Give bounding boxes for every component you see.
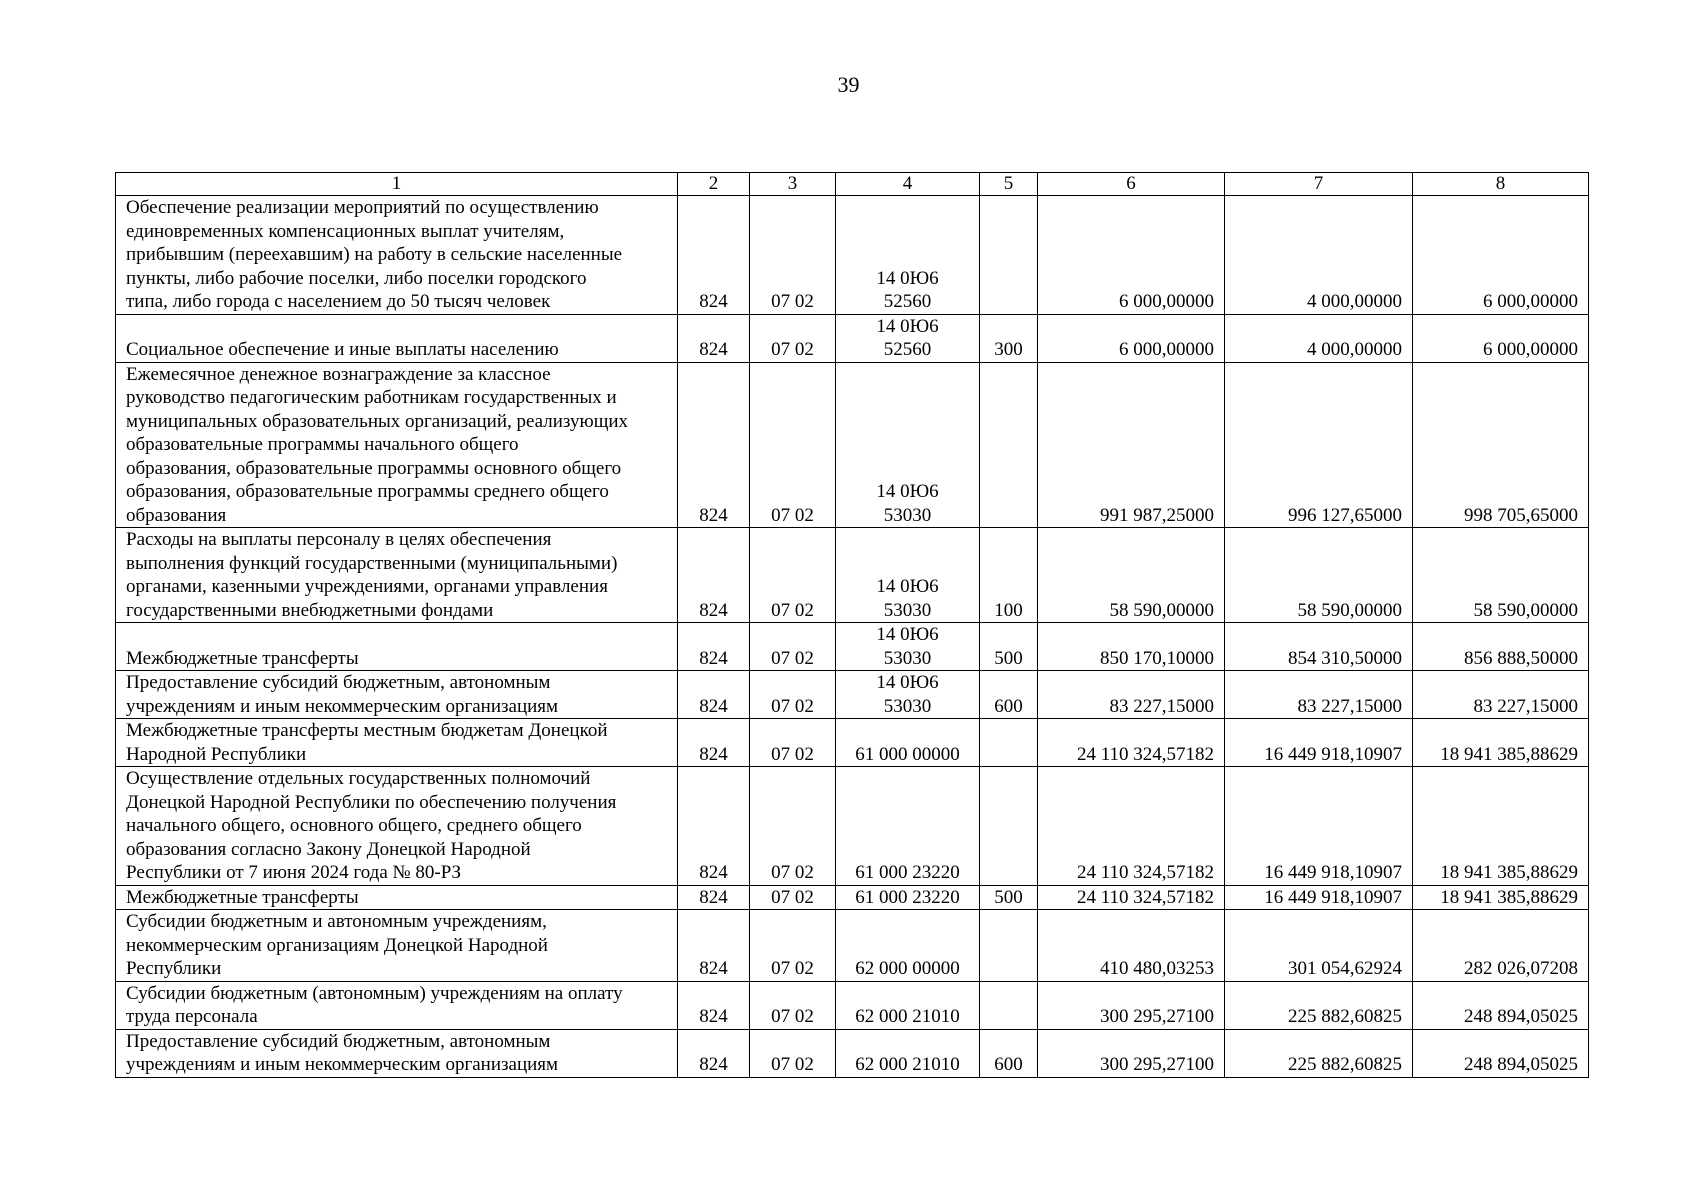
row-target-cell: 14 0Ю6 52560 bbox=[836, 196, 980, 315]
table-row bbox=[116, 981, 1589, 1029]
row-grbs-cell: 824 bbox=[678, 314, 750, 362]
row-amount-col7-cell: 4 000,00000 bbox=[1225, 314, 1413, 362]
row-target-cell: 62 000 00000 bbox=[836, 910, 980, 982]
row-amount-col8-cell: 248 894,05025 bbox=[1413, 1029, 1589, 1077]
row-grbs-cell: 824 bbox=[678, 910, 750, 982]
row-section-cell: 07 02 bbox=[750, 623, 836, 671]
row-grbs-cell: 824 bbox=[678, 528, 750, 623]
row-amount-col6-cell: 850 170,10000 bbox=[1038, 623, 1225, 671]
header-row bbox=[116, 173, 1589, 196]
row-section-cell: 07 02 bbox=[750, 196, 836, 315]
row-amount-col6-cell: 6 000,00000 bbox=[1038, 196, 1225, 315]
row-grbs-cell: 824 bbox=[678, 623, 750, 671]
row-amount-col7-cell: 301 054,62924 bbox=[1225, 910, 1413, 982]
row-amount-col8-cell: 856 888,50000 bbox=[1413, 623, 1589, 671]
header-cell: 6 bbox=[1038, 173, 1225, 196]
header-cell: 2 bbox=[678, 173, 750, 196]
row-amount-col8-cell: 18 941 385,88629 bbox=[1413, 767, 1589, 886]
header-cell: 4 bbox=[836, 173, 980, 196]
table-row bbox=[116, 767, 1589, 886]
row-vr-cell bbox=[980, 196, 1038, 315]
row-amount-col6-cell: 24 110 324,57182 bbox=[1038, 767, 1225, 886]
row-amount-col6-cell: 58 590,00000 bbox=[1038, 528, 1225, 623]
row-section-cell: 07 02 bbox=[750, 528, 836, 623]
table-row bbox=[116, 528, 1589, 623]
row-amount-col8-cell: 18 941 385,88629 bbox=[1413, 885, 1589, 910]
row-vr-cell: 300 bbox=[980, 314, 1038, 362]
budget-table bbox=[115, 172, 1589, 1078]
table-row bbox=[116, 623, 1589, 671]
row-vr-cell bbox=[980, 719, 1038, 767]
page-number: 39 bbox=[837, 72, 860, 97]
row-name-cell: Межбюджетные трансферты bbox=[116, 885, 678, 910]
row-vr-cell: 500 bbox=[980, 885, 1038, 910]
row-section-cell: 07 02 bbox=[750, 981, 836, 1029]
row-section-cell: 07 02 bbox=[750, 671, 836, 719]
row-amount-col7-cell: 854 310,50000 bbox=[1225, 623, 1413, 671]
row-grbs-cell: 824 bbox=[678, 671, 750, 719]
header-cell: 5 bbox=[980, 173, 1038, 196]
row-section-cell: 07 02 bbox=[750, 910, 836, 982]
row-amount-col6-cell: 83 227,15000 bbox=[1038, 671, 1225, 719]
row-amount-col7-cell: 996 127,65000 bbox=[1225, 362, 1413, 528]
row-vr-cell: 600 bbox=[980, 1029, 1038, 1077]
row-amount-col8-cell: 18 941 385,88629 bbox=[1413, 719, 1589, 767]
row-section-cell: 07 02 bbox=[750, 362, 836, 528]
row-target-cell: 14 0Ю6 52560 bbox=[836, 314, 980, 362]
row-name-cell: Социальное обеспечение и иные выплаты населению bbox=[116, 314, 678, 362]
row-amount-col6-cell: 300 295,27100 bbox=[1038, 1029, 1225, 1077]
row-target-cell: 62 000 21010 bbox=[836, 981, 980, 1029]
row-section-cell: 07 02 bbox=[750, 314, 836, 362]
row-name-cell: Ежемесячное денежное вознаграждение за классное руководство педагогическим работникам государственных и муниципальных образовательных организаций, реализующих образовательные программы начального общего образования, образовательные программы основного общего образования, образовательные программы среднего общего образования bbox=[116, 362, 678, 528]
row-amount-col8-cell: 6 000,00000 bbox=[1413, 314, 1589, 362]
table-row bbox=[116, 910, 1589, 982]
table-row bbox=[116, 1029, 1589, 1077]
row-amount-col8-cell: 6 000,00000 bbox=[1413, 196, 1589, 315]
table-row bbox=[116, 196, 1589, 315]
row-name-cell: Межбюджетные трансферты bbox=[116, 623, 678, 671]
row-amount-col8-cell: 83 227,15000 bbox=[1413, 671, 1589, 719]
row-vr-cell bbox=[980, 362, 1038, 528]
row-vr-cell: 100 bbox=[980, 528, 1038, 623]
row-name-cell: Субсидии бюджетным (автономным) учреждениям на оплату труда персонала bbox=[116, 981, 678, 1029]
row-target-cell: 14 0Ю6 53030 bbox=[836, 362, 980, 528]
row-grbs-cell: 824 bbox=[678, 719, 750, 767]
row-amount-col8-cell: 248 894,05025 bbox=[1413, 981, 1589, 1029]
row-amount-col6-cell: 300 295,27100 bbox=[1038, 981, 1225, 1029]
table-row bbox=[116, 671, 1589, 719]
row-section-cell: 07 02 bbox=[750, 885, 836, 910]
header-cell: 3 bbox=[750, 173, 836, 196]
header-cell: 8 bbox=[1413, 173, 1589, 196]
row-vr-cell: 500 bbox=[980, 623, 1038, 671]
row-target-cell: 61 000 23220 bbox=[836, 767, 980, 886]
row-amount-col8-cell: 282 026,07208 bbox=[1413, 910, 1589, 982]
table-row bbox=[116, 362, 1589, 528]
row-amount-col7-cell: 225 882,60825 bbox=[1225, 1029, 1413, 1077]
row-amount-col6-cell: 24 110 324,57182 bbox=[1038, 719, 1225, 767]
row-amount-col8-cell: 998 705,65000 bbox=[1413, 362, 1589, 528]
row-grbs-cell: 824 bbox=[678, 981, 750, 1029]
row-name-cell: Предоставление субсидий бюджетным, автономным учреждениям и иным некоммерческим организациям bbox=[116, 671, 678, 719]
row-grbs-cell: 824 bbox=[678, 1029, 750, 1077]
row-amount-col7-cell: 83 227,15000 bbox=[1225, 671, 1413, 719]
row-grbs-cell: 824 bbox=[678, 362, 750, 528]
row-amount-col7-cell: 16 449 918,10907 bbox=[1225, 719, 1413, 767]
header-cell: 7 bbox=[1225, 173, 1413, 196]
row-amount-col7-cell: 4 000,00000 bbox=[1225, 196, 1413, 315]
row-section-cell: 07 02 bbox=[750, 719, 836, 767]
row-amount-col6-cell: 6 000,00000 bbox=[1038, 314, 1225, 362]
row-target-cell: 14 0Ю6 53030 bbox=[836, 623, 980, 671]
row-grbs-cell: 824 bbox=[678, 885, 750, 910]
row-amount-col7-cell: 225 882,60825 bbox=[1225, 981, 1413, 1029]
row-amount-col7-cell: 16 449 918,10907 bbox=[1225, 767, 1413, 886]
row-target-cell: 62 000 21010 bbox=[836, 1029, 980, 1077]
row-grbs-cell: 824 bbox=[678, 196, 750, 315]
row-amount-col7-cell: 58 590,00000 bbox=[1225, 528, 1413, 623]
row-section-cell: 07 02 bbox=[750, 1029, 836, 1077]
row-target-cell: 61 000 23220 bbox=[836, 885, 980, 910]
row-amount-col7-cell: 16 449 918,10907 bbox=[1225, 885, 1413, 910]
row-amount-col6-cell: 991 987,25000 bbox=[1038, 362, 1225, 528]
row-name-cell: Субсидии бюджетным и автономным учреждениям, некоммерческим организациям Донецкой Народной Республики bbox=[116, 910, 678, 982]
row-vr-cell bbox=[980, 767, 1038, 886]
row-name-cell: Обеспечение реализации мероприятий по осуществлению единовременных компенсационных выплат учителям, прибывшим (переехавшим) на работу в сельские населенные пункты, либо рабочие поселки, либо поселки городского типа, либо города с населением до 50 тысяч человек bbox=[116, 196, 678, 315]
row-amount-col8-cell: 58 590,00000 bbox=[1413, 528, 1589, 623]
row-target-cell: 14 0Ю6 53030 bbox=[836, 528, 980, 623]
row-target-cell: 14 0Ю6 53030 bbox=[836, 671, 980, 719]
table-row bbox=[116, 314, 1589, 362]
row-vr-cell: 600 bbox=[980, 671, 1038, 719]
row-amount-col6-cell: 410 480,03253 bbox=[1038, 910, 1225, 982]
row-vr-cell bbox=[980, 910, 1038, 982]
header-cell: 1 bbox=[116, 173, 678, 196]
row-vr-cell bbox=[980, 981, 1038, 1029]
row-amount-col6-cell: 24 110 324,57182 bbox=[1038, 885, 1225, 910]
table-body bbox=[116, 196, 1589, 1078]
row-grbs-cell: 824 bbox=[678, 767, 750, 886]
table-row bbox=[116, 719, 1589, 767]
row-name-cell: Осуществление отдельных государственных полномочий Донецкой Народной Республики по обеспечению получения начального общего, основного общего, среднего общего образования согласно Закону Донецкой Народной Республики от 7 июня 2024 года № 80-РЗ bbox=[116, 767, 678, 886]
row-target-cell: 61 000 00000 bbox=[836, 719, 980, 767]
row-section-cell: 07 02 bbox=[750, 767, 836, 886]
row-name-cell: Расходы на выплаты персоналу в целях обеспечения выполнения функций государственными (муниципальными) органами, казенными учреждениями, органами управления государственными внебюджетными фондами bbox=[116, 528, 678, 623]
table-row bbox=[116, 885, 1589, 910]
row-name-cell: Предоставление субсидий бюджетным, автономным учреждениям и иным некоммерческим организациям bbox=[116, 1029, 678, 1077]
row-name-cell: Межбюджетные трансферты местным бюджетам Донецкой Народной Республики bbox=[116, 719, 678, 767]
